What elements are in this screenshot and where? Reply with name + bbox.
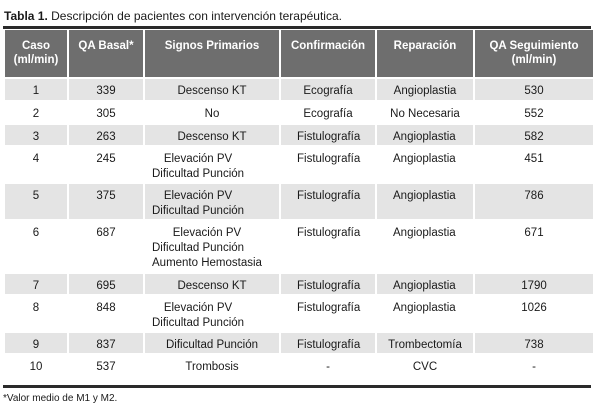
cell-qa-seguimiento: 1790	[475, 272, 593, 294]
signo-line: Descenso KT	[177, 131, 247, 143]
header-reparacion: Reparación	[377, 30, 473, 77]
cell-caso: 2	[5, 100, 67, 123]
table-row	[5, 272, 593, 294]
cell-confirmacion: Fistulografía	[281, 123, 375, 145]
table-row	[5, 353, 593, 375]
cell-qa-basal: 848	[69, 294, 143, 331]
cell-reparacion: Trombectomía	[377, 331, 473, 353]
table-row	[5, 100, 593, 123]
cell-confirmacion: Fistulografía	[281, 182, 375, 219]
cell-caso: 3	[5, 123, 67, 145]
table-row	[5, 123, 593, 145]
cell-caso: 9	[5, 331, 67, 353]
cell-confirmacion: Fistulografía	[281, 145, 375, 182]
cell-reparacion: Angioplastia	[377, 272, 473, 294]
cell-signos-primarios	[145, 123, 279, 145]
signo-line: Aumento Hemostasia	[152, 257, 262, 269]
signo-line: Trombosis	[185, 361, 239, 373]
cell-caso: 1	[5, 77, 67, 100]
cell-signos-primarios	[145, 77, 279, 100]
cell-qa-basal: 537	[69, 353, 143, 375]
signo-line: Dificultad Punción	[152, 317, 245, 329]
signo-line: Dificultad Punción	[152, 168, 245, 180]
header-confirmacion: Confirmación	[281, 30, 375, 77]
cell-signos-primarios	[145, 294, 279, 331]
top-rule	[3, 26, 591, 29]
cell-qa-seguimiento: 786	[475, 182, 593, 219]
cell-signos-primarios	[145, 219, 279, 272]
signo-line: Dificultad Punción	[165, 339, 259, 351]
header-signos-primarios: Signos Primarios	[145, 30, 279, 77]
cell-confirmacion: Fistulografía	[281, 331, 375, 353]
signo-line: Descenso KT	[177, 280, 247, 292]
table-row	[5, 182, 593, 219]
cell-qa-basal: 837	[69, 331, 143, 353]
header-row	[5, 30, 593, 77]
cell-qa-seguimiento: 738	[475, 331, 593, 353]
cell-confirmacion: Fistulografía	[281, 272, 375, 294]
cell-caso: 5	[5, 182, 67, 219]
cell-reparacion: Angioplastia	[377, 182, 473, 219]
cell-signos-primarios	[145, 272, 279, 294]
cell-qa-seguimiento: 530	[475, 77, 593, 100]
cell-qa-basal: 305	[69, 100, 143, 123]
cell-qa-basal: 263	[69, 123, 143, 145]
cell-confirmacion: Fistulografía	[281, 294, 375, 331]
cell-reparacion: Angioplastia	[377, 145, 473, 182]
cell-qa-seguimiento: 671	[475, 219, 593, 272]
table-caption-label: Tabla 1.	[4, 9, 48, 23]
cell-qa-seguimiento: 451	[475, 145, 593, 182]
cell-qa-seguimiento: 1026	[475, 294, 593, 331]
cell-confirmacion: Fistulografía	[281, 219, 375, 272]
cell-caso: 7	[5, 272, 67, 294]
cell-qa-seguimiento: -	[475, 353, 593, 375]
table-row	[5, 219, 593, 272]
cell-qa-basal: 375	[69, 182, 143, 219]
cell-signos-primarios	[145, 100, 279, 123]
table-row	[5, 145, 593, 182]
cell-confirmacion: -	[281, 353, 375, 375]
header-qa-seguimiento: QA Seguimiento (ml/min)	[475, 30, 593, 77]
header-qa-basal: QA Basal*	[69, 30, 143, 77]
cell-qa-basal: 245	[69, 145, 143, 182]
cell-signos-primarios	[145, 145, 279, 182]
signo-line: Elevación PV	[163, 302, 233, 314]
signo-line: Dificultad Punción	[152, 242, 245, 254]
cell-reparacion: No Necesaria	[377, 100, 473, 123]
signo-line: Elevación PV	[163, 190, 233, 202]
signo-line: Elevación PV	[163, 153, 233, 165]
cell-signos-primarios	[145, 353, 279, 375]
signo-line: Elevación PV	[172, 227, 242, 239]
cell-reparacion: Angioplastia	[377, 123, 473, 145]
cell-signos-primarios	[145, 182, 279, 219]
cell-qa-seguimiento: 582	[475, 123, 593, 145]
cell-signos-primarios	[145, 331, 279, 353]
cell-caso: 4	[5, 145, 67, 182]
patients-table	[3, 30, 595, 375]
cell-reparacion: Angioplastia	[377, 219, 473, 272]
cell-reparacion: CVC	[377, 353, 473, 375]
table-row	[5, 294, 593, 331]
table-row	[5, 77, 593, 100]
cell-caso: 6	[5, 219, 67, 272]
bottom-rule	[3, 385, 591, 388]
signo-line: Descenso KT	[177, 85, 247, 97]
table-caption-text: Descripción de pacientes con intervención terapéutica.	[51, 9, 342, 23]
table-caption	[4, 9, 342, 23]
footnote: *Valor medio de M1 y M2.	[3, 393, 118, 404]
cell-qa-basal: 339	[69, 77, 143, 100]
cell-caso: 10	[5, 353, 67, 375]
cell-confirmacion: Ecografía	[281, 100, 375, 123]
cell-reparacion: Angioplastia	[377, 77, 473, 100]
cell-confirmacion: Ecografía	[281, 77, 375, 100]
cell-reparacion: Angioplastia	[377, 294, 473, 331]
cell-qa-basal: 687	[69, 219, 143, 272]
header-caso: Caso (ml/min)	[5, 30, 67, 77]
cell-caso: 8	[5, 294, 67, 331]
table-row	[5, 331, 593, 353]
cell-qa-basal: 695	[69, 272, 143, 294]
signo-line: Dificultad Punción	[152, 205, 245, 217]
cell-qa-seguimiento: 552	[475, 100, 593, 123]
signo-line: No	[204, 108, 220, 120]
